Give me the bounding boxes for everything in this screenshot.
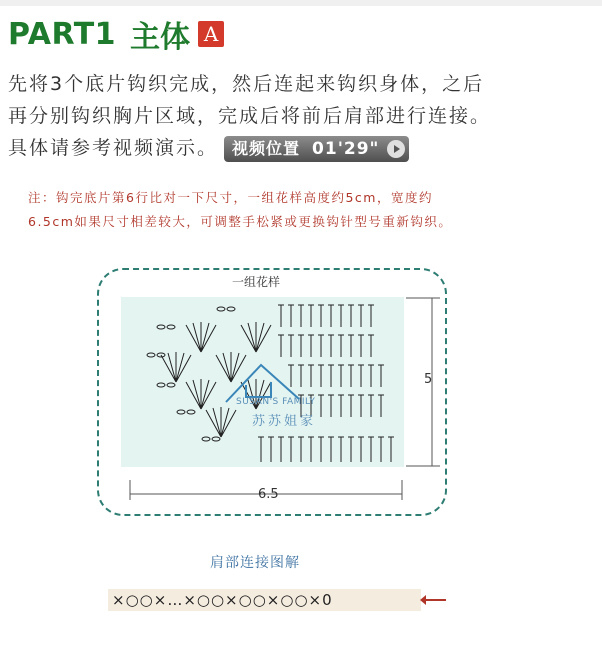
note-line-2: 6.5cm如果尺寸相差较大，可调整手松紧或更换钩针型号重新钩织。 <box>28 214 453 229</box>
arrow-left-icon <box>424 599 446 601</box>
watermark-english: SUSAN'S FAMILY <box>236 397 316 407</box>
instruction-line-1: 先将3个底片钩织完成，然后连起来钩织身体，之后 <box>8 73 485 95</box>
badge-a-icon: A <box>198 21 224 47</box>
video-label: 视频位置 <box>232 138 301 158</box>
pattern-label: 一组花样 <box>232 275 281 289</box>
instruction-line-2: 再分别钩织胸片区域，完成后将前后肩部进行连接。 <box>8 105 492 127</box>
section-subtitle: 主体 <box>130 20 191 55</box>
part-label: PART1 <box>8 16 117 52</box>
video-time: 01'29" <box>312 138 380 159</box>
shoulder-join-title: 肩部连接图解 <box>210 555 300 571</box>
height-label: 5 <box>424 372 433 387</box>
watermark-chinese: 苏苏姐家 <box>252 414 317 429</box>
width-label: 6.5 <box>258 487 279 502</box>
shoulder-join-sequence: ×○○×…×○○×○○×○○×0 <box>112 591 333 609</box>
instruction-line-3-text: 具体请参考视频演示。 <box>8 137 219 159</box>
note-line-1: 注：钩完底片第6行比对一下尺寸，一组花样高度约5cm，宽度约 <box>28 190 433 205</box>
